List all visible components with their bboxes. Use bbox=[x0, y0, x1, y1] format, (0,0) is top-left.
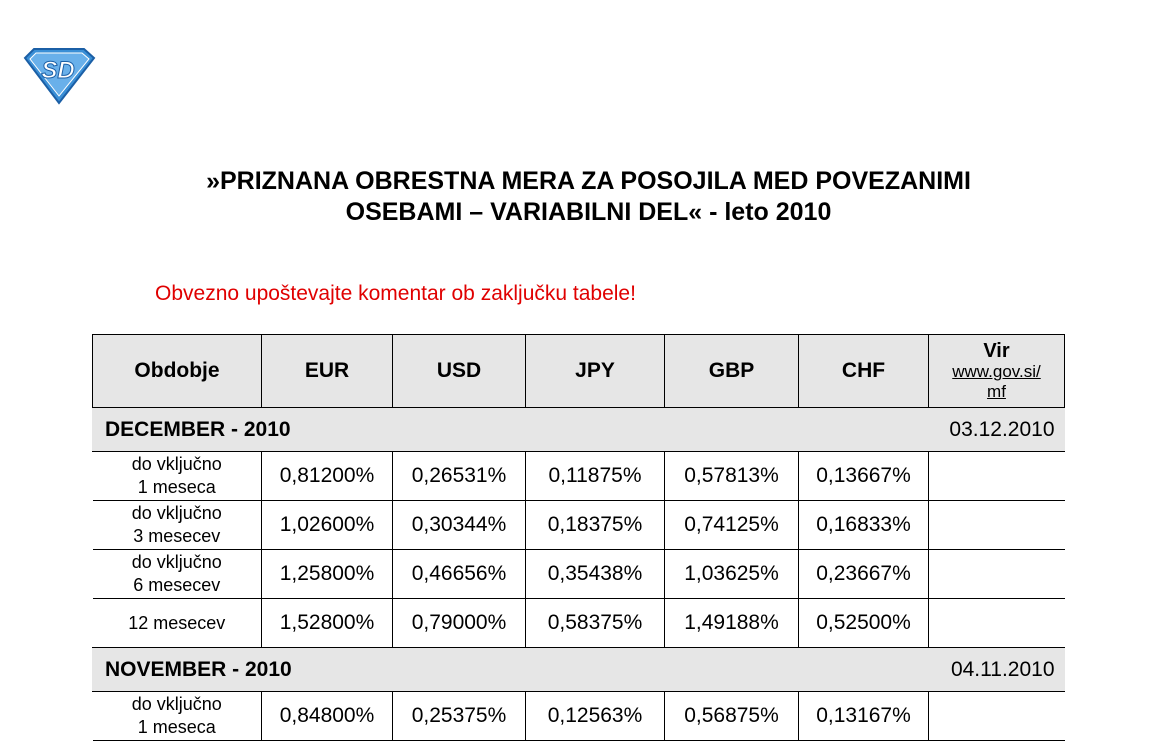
gbp-rate: 0,56875% bbox=[665, 692, 799, 741]
sd-logo-icon bbox=[22, 46, 96, 106]
gbp-rate: 0,57813% bbox=[665, 452, 799, 501]
warning-note: Obvezno upoštevajte komentar ob zaključku tabele! bbox=[155, 282, 636, 305]
section-date: 03.12.2010 bbox=[929, 408, 1065, 452]
header-chf: CHF bbox=[799, 335, 929, 408]
gbp-rate: 1,49188% bbox=[665, 599, 799, 648]
period-line-1: do vključno bbox=[131, 503, 222, 523]
table-row bbox=[93, 501, 1065, 550]
section-label: DECEMBER - 2010 bbox=[93, 408, 929, 452]
document-title bbox=[0, 166, 1157, 228]
source-link-part-1: www.gov.si/ bbox=[952, 361, 1041, 381]
jpy-rate: 0,35438% bbox=[526, 550, 665, 599]
chf-rate: 0,16833% bbox=[799, 501, 929, 550]
gbp-rate: 1,03625% bbox=[665, 550, 799, 599]
eur-rate: 1,52800% bbox=[262, 599, 393, 648]
section-row-november bbox=[93, 648, 1065, 692]
usd-rate: 0,79000% bbox=[393, 599, 526, 648]
eur-rate: 1,25800% bbox=[262, 550, 393, 599]
header-period: Obdobje bbox=[93, 335, 262, 408]
header-usd: USD bbox=[393, 335, 526, 408]
header-gbp: GBP bbox=[665, 335, 799, 408]
period-cell bbox=[93, 550, 262, 599]
title-line-2: OSEBAMI – VARIABILNI DEL« - leto 2010 bbox=[345, 198, 832, 226]
period-cell bbox=[93, 692, 262, 741]
eur-rate: 0,81200% bbox=[262, 452, 393, 501]
header-eur: EUR bbox=[262, 335, 393, 408]
source-cell bbox=[929, 501, 1065, 550]
usd-rate: 0,46656% bbox=[393, 550, 526, 599]
table-row bbox=[93, 550, 1065, 599]
section-label: NOVEMBER - 2010 bbox=[93, 648, 929, 692]
period-line-2: 3 mesecev bbox=[133, 526, 221, 546]
jpy-rate: 0,11875% bbox=[526, 452, 665, 501]
usd-rate: 0,25375% bbox=[393, 692, 526, 741]
section-date: 04.11.2010 bbox=[929, 648, 1065, 692]
period-line-1: do vključno bbox=[131, 552, 222, 572]
header-source bbox=[929, 335, 1065, 408]
chf-rate: 0,23667% bbox=[799, 550, 929, 599]
table-row bbox=[93, 692, 1065, 741]
period-line-2: 1 meseca bbox=[137, 477, 216, 497]
eur-rate: 0,84800% bbox=[262, 692, 393, 741]
gbp-rate: 0,74125% bbox=[665, 501, 799, 550]
source-cell bbox=[929, 550, 1065, 599]
period-cell: 12 mesecev bbox=[93, 599, 262, 648]
jpy-rate: 0,58375% bbox=[526, 599, 665, 648]
table-row bbox=[93, 599, 1065, 648]
period-cell bbox=[93, 501, 262, 550]
section-row-december bbox=[93, 408, 1065, 452]
jpy-rate: 0,12563% bbox=[526, 692, 665, 741]
period-cell bbox=[93, 452, 262, 501]
header-jpy: JPY bbox=[526, 335, 665, 408]
table-row bbox=[93, 452, 1065, 501]
table-header-row bbox=[93, 335, 1065, 408]
source-cell bbox=[929, 692, 1065, 741]
usd-rate: 0,30344% bbox=[393, 501, 526, 550]
interest-rate-table bbox=[92, 334, 1065, 741]
usd-rate: 0,26531% bbox=[393, 452, 526, 501]
chf-rate: 0,52500% bbox=[799, 599, 929, 648]
period-line-2: 1 meseca bbox=[137, 717, 216, 737]
chf-rate: 0,13167% bbox=[799, 692, 929, 741]
period-line-1: do vključno bbox=[131, 694, 222, 714]
jpy-rate: 0,18375% bbox=[526, 501, 665, 550]
title-line-1: »PRIZNANA OBRESTNA MERA ZA POSOJILA MED POVEZANIMI bbox=[206, 167, 971, 195]
header-source-label: Vir bbox=[983, 339, 1010, 362]
chf-rate: 0,13667% bbox=[799, 452, 929, 501]
source-cell bbox=[929, 452, 1065, 501]
eur-rate: 1,02600% bbox=[262, 501, 393, 550]
logo-text: SD bbox=[41, 57, 75, 84]
source-cell bbox=[929, 599, 1065, 648]
source-link[interactable] bbox=[929, 362, 1064, 402]
period-line-1: do vključno bbox=[131, 454, 222, 474]
source-link-part-2: mf bbox=[987, 381, 1006, 401]
period-line-2: 6 mesecev bbox=[133, 575, 221, 595]
